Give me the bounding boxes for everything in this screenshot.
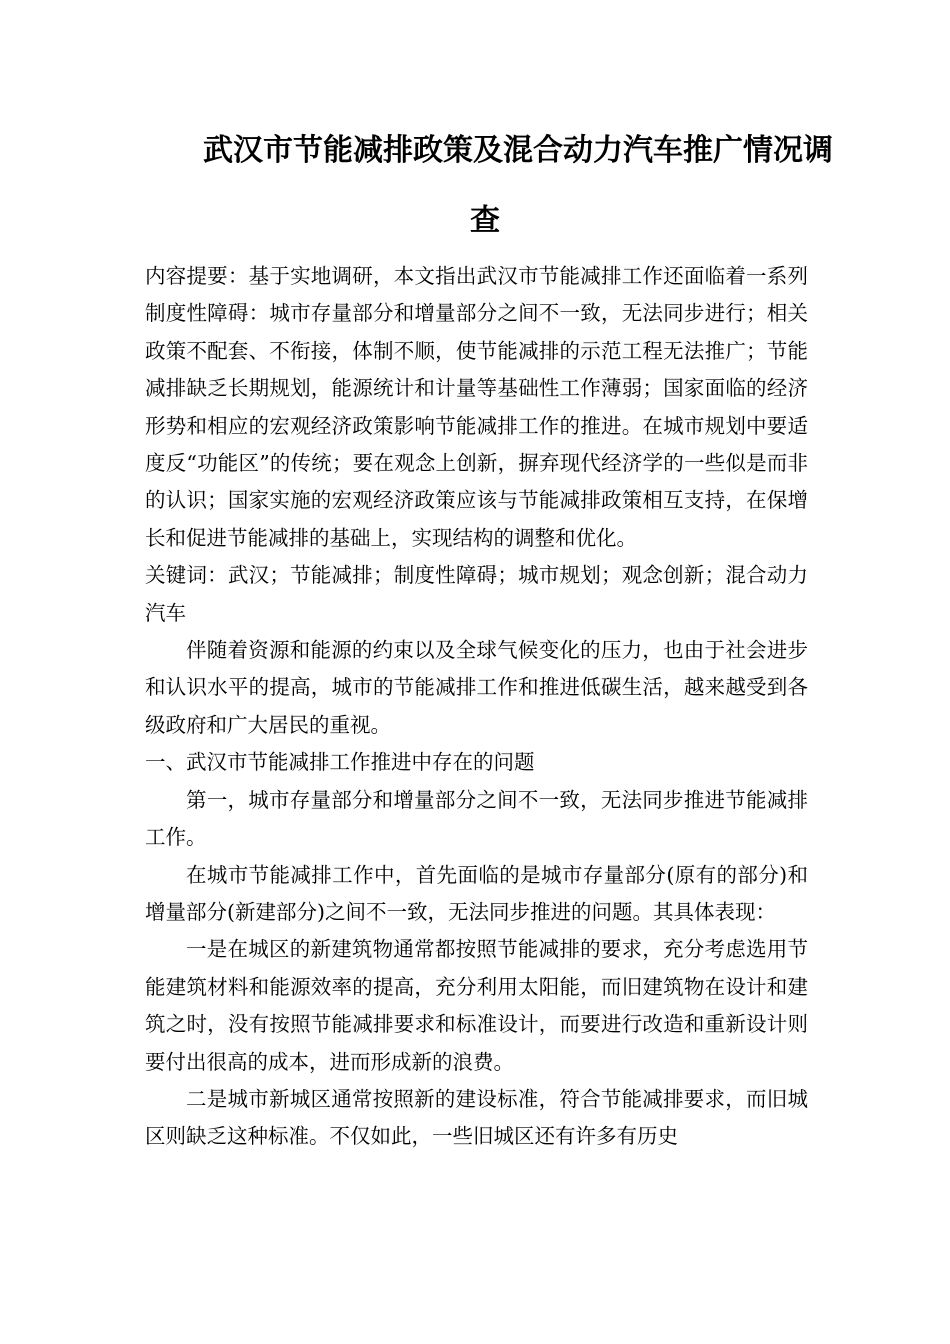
keywords-paragraph: 关键词：武汉；节能减排；制度性障碍；城市规划；观念创新；混合动力汽车: [145, 563, 808, 625]
existing-vs-new-paragraph: 在城市节能减排工作中，首先面临的是城市存量部分(原有的部分)和增量部分(新建部分)之间不一致，无法同步推进的问题。其具体表现：: [145, 862, 808, 924]
point-one-paragraph: 第一，城市存量部分和增量部分之间不一致，无法同步推进节能减排工作。: [145, 787, 808, 850]
section-heading: 一、武汉市节能减排工作推进中存在的问题: [145, 750, 535, 775]
intro-paragraph: 伴随着资源和能源的约束以及全球气候变化的压力，也由于社会进步和认识水平的提高，城市的节能减排工作和推进低碳生活，越来越受到各级政府和广大居民的重视。: [145, 638, 808, 737]
document-title-line-2: 查: [470, 203, 500, 238]
item-two-paragraph: 二是城市新城区通常按照新的建设标准，符合节能减排要求，而旧城区则缺乏这种标准。不仅如此，一些旧城区还有许多有历史: [145, 1086, 808, 1149]
abstract-paragraph: 内容提要：基于实地调研，本文指出武汉市节能减排工作还面临着一系列制度性障碍：城市存量部分和增量部分之间不一致，无法同步进行；相关政策不配套、不衔接，体制不顺，使节能减排的示范工程无法推广；节能减排缺乏长期规划，能源统计和计量等基础性工作薄弱；国家面临的经济形势和相应的宏观经济政策影响节能减排工作的推进。在城市规划中要适度反“功能区”的传统；要在观念上创新，摒弃现代经济学的一些似是而非的认识；国家实施的宏观经济政策应该与节能减排政策相互支持，在保增长和促进节能减排的基础上，实现结构的调整和优化。: [145, 264, 808, 550]
item-one-paragraph: 一是在城区的新建筑物通常都按照节能减排的要求，充分考虑选用节能建筑材料和能源效率的提高，充分利用太阳能，而旧建筑物在设计和建筑之时，没有按照节能减排要求和标准设计，而要进行改造和重新设计则要付出很高的成本，进而形成新的浪费。: [145, 937, 808, 1074]
document-title-line-1: 武汉市节能减排政策及混合动力汽车推广情况调: [203, 133, 833, 168]
document-body: [145, 258, 808, 1156]
